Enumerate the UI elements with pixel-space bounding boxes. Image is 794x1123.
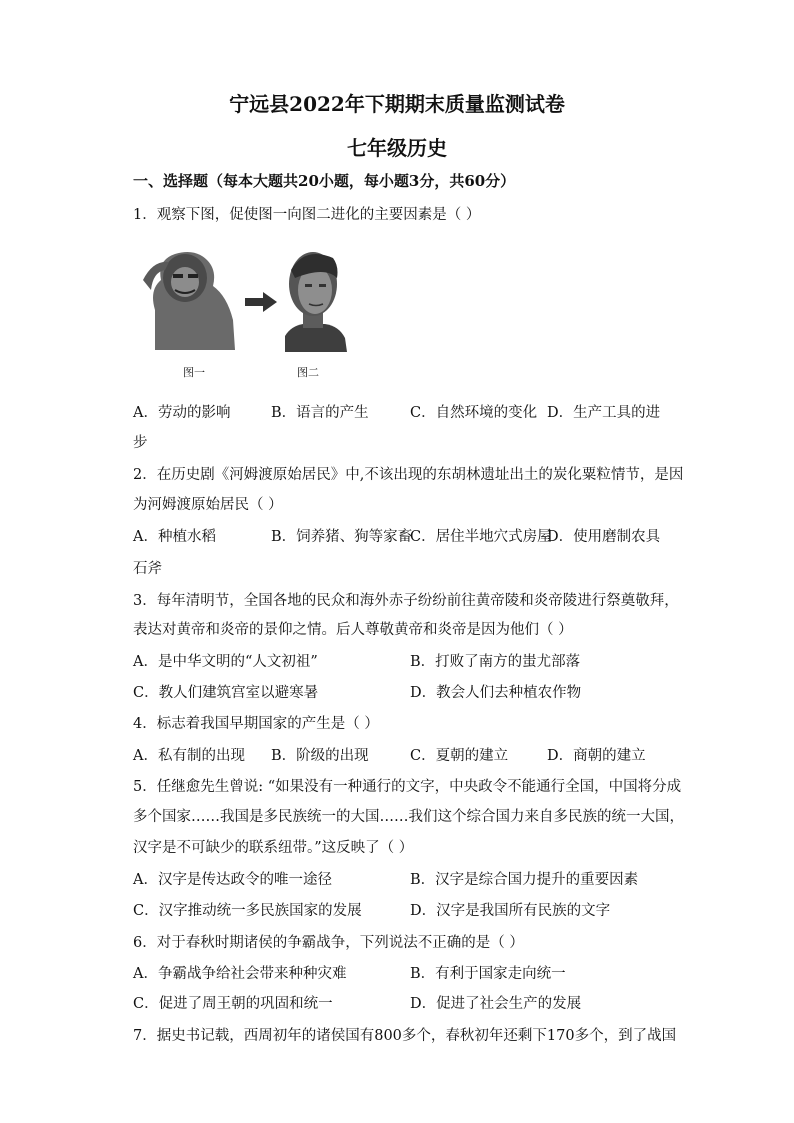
question-1-option-d[interactable]: D．生产工具的进 xyxy=(547,405,661,421)
question-2-text-line-2: 为河姆渡原始居民（ ） xyxy=(133,497,283,513)
question-5-option-c[interactable]: C．汉字推动统一多民族国家的发展 xyxy=(133,903,362,919)
question-1-option-b[interactable]: B．语言的产生 xyxy=(271,405,369,421)
question-5-option-b[interactable]: B．汉字是综合国力提升的重要因素 xyxy=(410,872,639,888)
question-1-option-c[interactable]: C．自然环境的变化 xyxy=(410,405,538,421)
figure-one-caption: 图一 xyxy=(183,366,205,379)
question-6-option-b[interactable]: B．有利于国家走向统一 xyxy=(410,966,566,982)
exam-title: 宁远县2022年下期期末质量监测试卷 xyxy=(229,92,565,116)
section-heading: 一、选择题（每本大题共20小题，每小题3分，共60分） xyxy=(133,172,516,190)
question-1-text: 1．观察下图，促使图一向图二进化的主要因素是（ ） xyxy=(133,207,481,223)
question-1-option-a[interactable]: A．劳动的影响 xyxy=(133,405,231,421)
figure-two-image xyxy=(285,252,347,352)
figure-two-caption: 图二 xyxy=(297,366,319,379)
question-6-text: 6．对于春秋时期诸侯的争霸战争，下列说法不正确的是（ ） xyxy=(133,935,524,951)
question-2-option-a[interactable]: A．种植水稻 xyxy=(133,529,216,545)
question-3-option-b[interactable]: B．打败了南方的蚩尤部落 xyxy=(410,654,581,670)
question-6-option-c[interactable]: C．促进了周王朝的巩固和统一 xyxy=(133,996,333,1012)
question-4-option-b[interactable]: B．阶级的出现 xyxy=(271,748,369,764)
question-6-option-a[interactable]: A．争霸战争给社会带来种种灾难 xyxy=(133,966,347,982)
question-3-text-line-1: 3．每年清明节，全国各地的民众和海外赤子纷纷前往黄帝陵和炎帝陵进行祭奠敬拜， xyxy=(133,593,679,609)
question-5-text-line-3: 汉字是不可缺少的联系纽带。”这反映了（ ） xyxy=(133,840,414,856)
exam-subtitle: 七年级历史 xyxy=(347,136,447,160)
evolution-illustration xyxy=(135,240,355,360)
question-4-option-d[interactable]: D．商朝的建立 xyxy=(547,748,646,764)
question-2-text-line-1: 2．在历史剧《河姆渡原始居民》中,不该出现的东胡林遗址出土的炭化粟粒情节，是因 xyxy=(133,467,684,483)
question-4-option-a[interactable]: A．私有制的出现 xyxy=(133,748,245,764)
question-2-option-d[interactable]: D．使用磨制农具 xyxy=(547,529,661,545)
question-3-option-c[interactable]: C．教人们建筑宫室以避寒暑 xyxy=(133,685,319,701)
question-1-option-d-wrap: 步 xyxy=(133,435,148,451)
question-5-option-a[interactable]: A．汉字是传达政令的唯一途径 xyxy=(133,872,332,888)
question-3-option-d[interactable]: D．教会人们去种植农作物 xyxy=(410,685,582,701)
figure-one-image xyxy=(143,250,238,350)
question-5-text-line-1: 5．任继愈先生曾说: “如果没有一种通行的文字，中央政令不能通行全国，中国将分成 xyxy=(133,779,682,795)
arrow-icon xyxy=(245,292,277,312)
question-7-text-line-1: 7．据史书记载，西周初年的诸侯国有800多个，春秋初年还剩下170多个，到了战国 xyxy=(133,1028,677,1044)
evolution-figure xyxy=(135,240,355,382)
question-3-option-a[interactable]: A．是中华文明的“人文初祖” xyxy=(133,654,318,670)
question-4-option-c[interactable]: C．夏朝的建立 xyxy=(410,748,509,764)
question-3-text-line-2: 表达对黄帝和炎帝的景仰之情。后人尊敬黄帝和炎帝是因为他们（ ） xyxy=(133,622,573,638)
question-5-text-line-2: 多个国家……我国是多民族统一的大国……我们这个综合国力来自多民族的统一大国， xyxy=(133,809,684,825)
question-6-option-d[interactable]: D．促进了社会生产的发展 xyxy=(410,996,582,1012)
question-4-text: 4．标志着我国早期国家的产生是（ ） xyxy=(133,716,379,732)
question-2-option-d-wrap: 石斧 xyxy=(133,561,162,577)
question-2-option-b[interactable]: B．饲养猪、狗等家畜 xyxy=(271,529,413,545)
question-5-option-d[interactable]: D．汉字是我国所有民族的文字 xyxy=(410,903,611,919)
question-2-option-c[interactable]: C．居住半地穴式房屋 xyxy=(410,529,552,545)
